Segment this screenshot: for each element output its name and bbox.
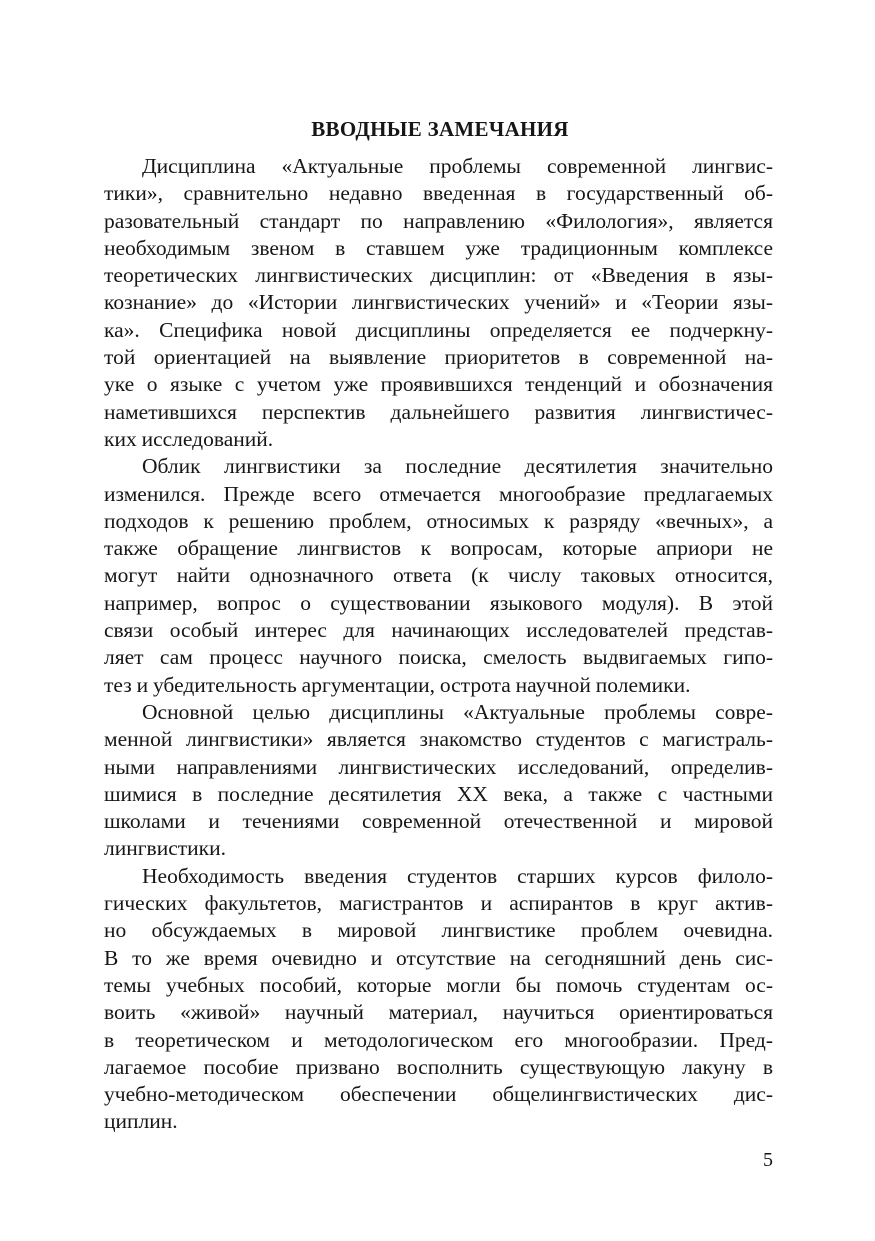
text-line: тики», сравнительно недавно введенная в государственный об-: [104, 181, 773, 206]
text-line: гических факультетов, магистрантов и аспирантов в круг актив-: [104, 891, 773, 916]
text-line: той ориентацией на выявление приоритетов в современной на-: [104, 345, 773, 370]
paragraph: [104, 699, 773, 863]
text-line: Дисциплина «Актуальные проблемы современной лингвис-: [142, 154, 773, 178]
text-line: Необходимость введения студентов старших курсов филоло-: [142, 863, 773, 888]
text-line: ными направлениями лингвистических исследований, определив-: [104, 754, 773, 779]
text-line: менной лингвистики» является знакомство студентов с магистраль-: [104, 727, 773, 752]
text-line: могут найти однозначного ответа (к числу таковых относится,: [104, 563, 773, 588]
text-line: циплин.: [104, 1109, 178, 1134]
text-line: В то же время очевидно и отсутствие на сегодняшний день сис-: [104, 945, 773, 970]
text-line: шимися в последние десятилетия XX века, а также с частными: [104, 781, 773, 806]
text-line: также обращение лингвистов к вопросам, которые априори не: [104, 536, 773, 561]
paragraph: [104, 453, 773, 699]
text-line: тез и убедительность аргументации, острота научной полемики.: [104, 672, 691, 697]
text-line: ляет сам процесс научного поиска, смелость выдвигаемых гипо-: [104, 645, 773, 670]
text-line: школами и течениями современной отечественной и мировой: [104, 809, 773, 834]
paragraph: [104, 863, 773, 1136]
page-number: 5: [763, 1149, 773, 1171]
text-line: Облик лингвистики за последние десятилетия значительно: [142, 454, 773, 479]
text-line: ких исследований.: [104, 426, 274, 451]
page-title: ВВОДНЫЕ ЗАМЕЧАНИЯ: [311, 117, 569, 141]
paragraph: [104, 153, 773, 453]
text-line: кознание» до «Истории лингвистических учений» и «Теории язы-: [104, 290, 773, 315]
text-line: изменился. Прежде всего отмечается многообразие предлагаемых: [104, 481, 773, 506]
text-line: например, вопрос о существовании языкового модуля). В этой: [104, 590, 773, 615]
text-line: наметившихся перспектив дальнейшего развития лингвистичес-: [104, 399, 773, 424]
text-line: темы учебных пособий, которые могли бы помочь студентам ос-: [104, 972, 773, 997]
text-line: лагаемое пособие призвано восполнить существующую лакуну в: [104, 1054, 773, 1079]
text-line: лингвистики.: [104, 836, 226, 861]
text-line: теоретических лингвистических дисциплин: от «Введения в язы-: [104, 263, 773, 288]
text-line: уке о языке с учетом уже проявившихся тенденций и обозначения: [104, 372, 773, 397]
text-line: ка». Специфика новой дисциплины определяется ее подчеркну-: [104, 317, 773, 342]
text-line: воить «живой» научный материал, научиться ориентироваться: [104, 1000, 773, 1025]
text-line: разовательный стандарт по направлению «Филология», является: [104, 208, 773, 233]
text-line: подходов к решению проблем, относимых к разряду «вечных», а: [104, 508, 773, 533]
text-line: в теоретическом и методологическом его многообразии. Пред-: [104, 1027, 773, 1052]
body-text: [104, 153, 773, 1136]
text-line: связи особый интерес для начинающих исследователей представ-: [104, 618, 773, 643]
text-line: Основной целью дисциплины «Актуальные проблемы совре-: [142, 699, 773, 724]
text-line: необходимым звеном в ставшем уже традиционным комплексе: [104, 235, 773, 260]
text-line: учебно-методическом обеспечении общелингвистических дис-: [104, 1082, 773, 1107]
text-line: но обсуждаемых в мировой лингвистике проблем очевидна.: [104, 918, 773, 943]
